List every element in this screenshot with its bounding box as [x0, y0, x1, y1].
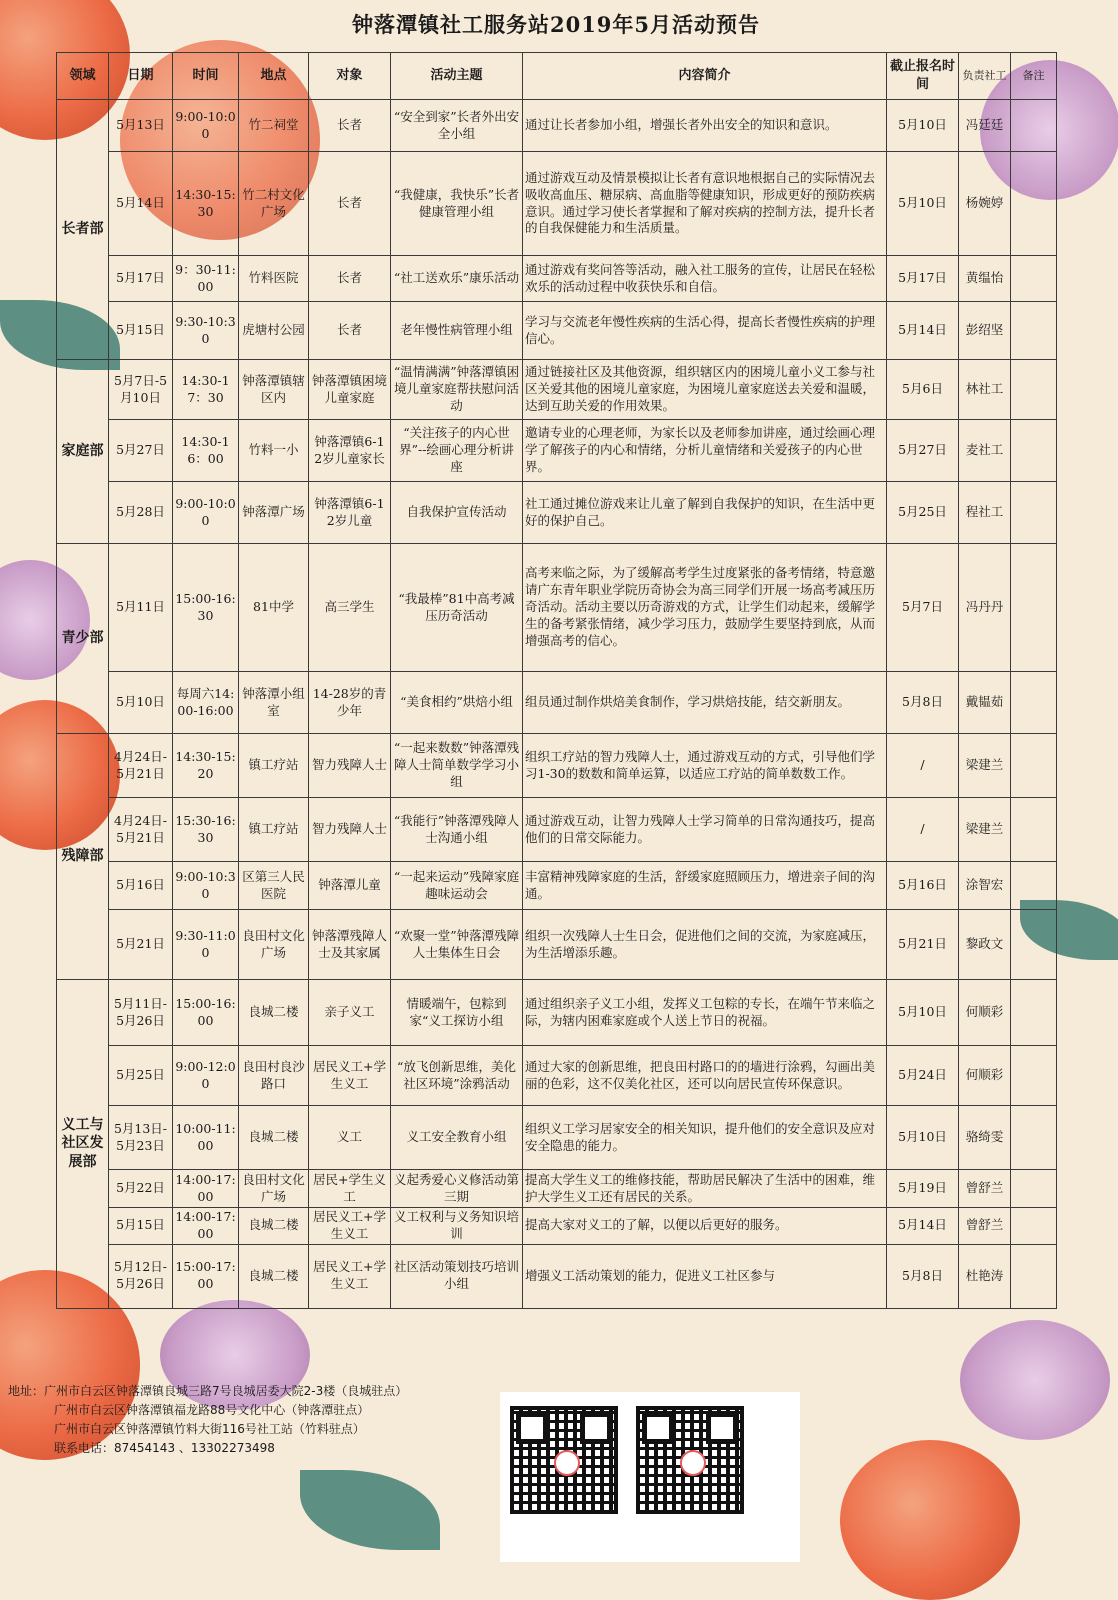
table-row: [57, 1208, 1057, 1245]
table-row: [57, 862, 1057, 910]
qr-code-icon[interactable]: [636, 1406, 744, 1514]
social-worker-cell: 梁建兰: [959, 798, 1011, 862]
target-cell: 钟落潭镇6-12岁儿童: [309, 482, 391, 544]
date-cell: 5月11日-5月26日: [109, 980, 173, 1046]
date-cell: 5月15日: [109, 302, 173, 360]
time-cell: 14:30-17：30: [173, 360, 239, 420]
description-cell: 增强义工活动策划的能力，促进义工社区参与: [523, 1244, 887, 1308]
remark-cell: [1011, 360, 1057, 420]
location-cell: 良田村文化广场: [239, 910, 309, 980]
date-cell: 5月21日: [109, 910, 173, 980]
date-cell: 5月17日: [109, 256, 173, 302]
dept-cell: 长者部: [57, 100, 109, 360]
target-cell: 高三学生: [309, 544, 391, 672]
time-cell: 15:00-16:30: [173, 544, 239, 672]
date-cell: 5月25日: [109, 1046, 173, 1106]
date-cell: 5月12日-5月26日: [109, 1244, 173, 1308]
deadline-cell: 5月10日: [887, 1106, 959, 1170]
theme-cell: 情暖端午，包粽到家“义工探访小组: [391, 980, 523, 1046]
time-cell: 9：30-11:00: [173, 256, 239, 302]
description-cell: 高考来临之际，为了缓解高考学生过度紧张的备考情绪，特意邀请广东青年职业学院历奇协会为高三同学们开展一场高考减压历奇活动。活动主要以历奇游戏的方式，让学生们动起来，缓解学生的备考紧张情绪，减少学习压力，鼓励学生要坚持到底，从而增强高考的信心。: [523, 544, 887, 672]
location-cell: 良城二楼: [239, 1106, 309, 1170]
deadline-cell: 5月17日: [887, 256, 959, 302]
time-cell: 9:00-10:30: [173, 862, 239, 910]
logo-icon: [680, 1450, 706, 1476]
target-cell: 14-28岁的青少年: [309, 672, 391, 734]
target-cell: 钟落潭镇6-12岁儿童家长: [309, 420, 391, 482]
dept-cell: 青少部: [57, 544, 109, 734]
logo-icon: [554, 1450, 580, 1476]
remark-cell: [1011, 798, 1057, 862]
theme-cell: “欢聚一堂”钟落潭残障人士集体生日会: [391, 910, 523, 980]
deadline-cell: 5月14日: [887, 302, 959, 360]
table-row: [57, 482, 1057, 544]
remark-cell: [1011, 100, 1057, 152]
location-cell: 钟落潭镇辖区内: [239, 360, 309, 420]
time-cell: 14:30-16：00: [173, 420, 239, 482]
target-cell: 钟落潭儿童: [309, 862, 391, 910]
location-cell: 镇工疗站: [239, 734, 309, 798]
date-cell: 5月13日: [109, 100, 173, 152]
target-cell: 居民义工+学生义工: [309, 1046, 391, 1106]
remark-cell: [1011, 980, 1057, 1046]
table-row: [57, 1046, 1057, 1106]
header-dept: 领域: [57, 53, 109, 100]
leaf-decoration: [300, 1470, 440, 1550]
remark-cell: [1011, 862, 1057, 910]
social-worker-cell: 冯丹丹: [959, 544, 1011, 672]
deadline-cell: 5月16日: [887, 862, 959, 910]
time-cell: 15:30-16:30: [173, 798, 239, 862]
description-cell: 丰富精神残障家庭的生活，舒缓家庭照顾压力，增进亲子间的沟通。: [523, 862, 887, 910]
table-row: [57, 980, 1057, 1046]
theme-cell: “美食相约”烘焙小组: [391, 672, 523, 734]
contact-phone: 联系电话：87454143 、13302273498: [54, 1441, 275, 1455]
social-worker-cell: 黎政文: [959, 910, 1011, 980]
description-cell: 提高大家对义工的了解，以便以后更好的服务。: [523, 1208, 887, 1245]
target-cell: 亲子义工: [309, 980, 391, 1046]
remark-cell: [1011, 1170, 1057, 1208]
social-worker-cell: 戴韫茹: [959, 672, 1011, 734]
theme-cell: “放飞创新思维，美化社区环境”涂鸦活动: [391, 1046, 523, 1106]
deadline-cell: 5月7日: [887, 544, 959, 672]
target-cell: 居民义工+学生义工: [309, 1244, 391, 1308]
table-row: [57, 1106, 1057, 1170]
table-row: [57, 302, 1057, 360]
location-cell: 镇工疗站: [239, 798, 309, 862]
deadline-cell: 5月10日: [887, 152, 959, 256]
deadline-cell: 5月10日: [887, 100, 959, 152]
dept-cell: 义工与社区发展部: [57, 980, 109, 1309]
header-deadline: 截止报名时间: [887, 53, 959, 100]
time-cell: 9:00-10:00: [173, 100, 239, 152]
table-row: [57, 1170, 1057, 1208]
location-cell: 钟落潭小组室: [239, 672, 309, 734]
theme-cell: “安全到家”长者外出安全小组: [391, 100, 523, 152]
social-worker-cell: 骆绮雯: [959, 1106, 1011, 1170]
target-cell: 钟落潭镇困境儿童家庭: [309, 360, 391, 420]
table-row: [57, 152, 1057, 256]
table-row: [57, 100, 1057, 152]
deadline-cell: 5月25日: [887, 482, 959, 544]
deadline-cell: 5月27日: [887, 420, 959, 482]
remark-cell: [1011, 910, 1057, 980]
location-cell: 虎塘村公园: [239, 302, 309, 360]
location-cell: 良田村良沙路口: [239, 1046, 309, 1106]
time-cell: 15:00-17:00: [173, 1244, 239, 1308]
theme-cell: 社区活动策划技巧培训小组: [391, 1244, 523, 1308]
header-date: 日期: [109, 53, 173, 100]
location-cell: 区第三人民医院: [239, 862, 309, 910]
deadline-cell: /: [887, 734, 959, 798]
social-worker-cell: 杜艳涛: [959, 1244, 1011, 1308]
time-cell: 9:00-10:00: [173, 482, 239, 544]
date-cell: 5月7日-5月10日: [109, 360, 173, 420]
remark-cell: [1011, 672, 1057, 734]
description-cell: 邀请专业的心理老师，为家长以及老师参加讲座，通过绘画心理学了解孩子的内心和情绪，分析儿童情绪和关爱孩子的内心世界。: [523, 420, 887, 482]
theme-cell: 老年慢性病管理小组: [391, 302, 523, 360]
table-row: [57, 1244, 1057, 1308]
theme-cell: “温情满满”钟落潭镇困境儿童家庭帮扶慰问活动: [391, 360, 523, 420]
remark-cell: [1011, 302, 1057, 360]
theme-cell: “我能行”钟落潭残障人士沟通小组: [391, 798, 523, 862]
social-worker-cell: 梁建兰: [959, 734, 1011, 798]
social-worker-cell: 林社工: [959, 360, 1011, 420]
time-cell: 15:00-16:00: [173, 980, 239, 1046]
contact-footer: [8, 1382, 478, 1458]
social-worker-cell: 何顺彩: [959, 1046, 1011, 1106]
description-cell: 组织义工学习居家安全的相关知识，提升他们的安全意识及应对安全隐患的能力。: [523, 1106, 887, 1170]
date-cell: 5月11日: [109, 544, 173, 672]
theme-cell: “社工送欢乐”康乐活动: [391, 256, 523, 302]
location-cell: 竹二村文化广场: [239, 152, 309, 256]
target-cell: 义工: [309, 1106, 391, 1170]
deadline-cell: 5月10日: [887, 980, 959, 1046]
description-cell: 通过大家的创新思维，把良田村路口的的墙进行涂鸦，勾画出美丽的色彩，这不仅美化社区，还可以向居民宣传环保意识。: [523, 1046, 887, 1106]
deadline-cell: 5月8日: [887, 672, 959, 734]
table-row: [57, 256, 1057, 302]
social-worker-cell: 曾舒兰: [959, 1208, 1011, 1245]
description-cell: 学习与交流老年慢性疾病的生活心得，提高长者慢性疾病的护理信心。: [523, 302, 887, 360]
description-cell: 通过游戏互动及情景模拟让长者有意识地根据自己的实际情况去吸收高血压、糖尿病、高血脂等健康知识，形成更好的预防疾病意识。通过学习使长者掌握和了解对疾病的控制方法，提升长者的自我保健能力和生活质量。: [523, 152, 887, 256]
time-cell: 14:30-15:20: [173, 734, 239, 798]
activity-table: [56, 52, 1057, 1309]
deadline-cell: 5月14日: [887, 1208, 959, 1245]
social-worker-cell: 曾舒兰: [959, 1170, 1011, 1208]
date-cell: 5月27日: [109, 420, 173, 482]
address-zhongluotan: 广州市白云区钟落潭镇福龙路88号文化中心（钟落潭驻点）: [54, 1403, 370, 1417]
remark-cell: [1011, 1244, 1057, 1308]
location-cell: 良城二楼: [239, 980, 309, 1046]
table-row: [57, 910, 1057, 980]
dept-cell: 家庭部: [57, 360, 109, 544]
deadline-cell: 5月24日: [887, 1046, 959, 1106]
time-cell: 9:30-10:30: [173, 302, 239, 360]
social-worker-cell: 涂智宏: [959, 862, 1011, 910]
target-cell: 居民+学生义工: [309, 1170, 391, 1208]
time-cell: 每周六14:00-16:00: [173, 672, 239, 734]
orange-flower-decoration: [840, 1440, 1020, 1600]
header-remark: 备注: [1011, 53, 1057, 100]
remark-cell: [1011, 482, 1057, 544]
table-row: [57, 544, 1057, 672]
theme-cell: “一起来数数”钟落潭残障人士简单数学学习小组: [391, 734, 523, 798]
description-cell: 组织一次残障人士生日会，促进他们之间的交流，为家庭减压，为生活增添乐趣。: [523, 910, 887, 980]
target-cell: 智力残障人士: [309, 798, 391, 862]
description-cell: 通过让长者参加小组，增强长者外出安全的知识和意识。: [523, 100, 887, 152]
address-zhuliao: 广州市白云区钟落潭镇竹料大街116号社工站（竹料驻点）: [54, 1422, 365, 1436]
description-cell: 通过链接社区及其他资源，组织辖区内的困境儿童小义工参与社区关爱其他的困境儿童家庭，为困境儿童家庭送去关爱和温暖，达到互助关爱的作用效果。: [523, 360, 887, 420]
table-row: [57, 360, 1057, 420]
time-cell: 9:00-12:00: [173, 1046, 239, 1106]
location-cell: 81中学: [239, 544, 309, 672]
deadline-cell: 5月19日: [887, 1170, 959, 1208]
theme-cell: “我健康，我快乐”长者健康管理小组: [391, 152, 523, 256]
schedule-sheet: [56, 0, 1056, 1309]
qr-panel: [500, 1392, 800, 1562]
target-cell: 钟落潭残障人士及其家属: [309, 910, 391, 980]
description-cell: 组员通过制作烘焙美食制作，学习烘焙技能，结交新朋友。: [523, 672, 887, 734]
remark-cell: [1011, 734, 1057, 798]
target-cell: 居民义工+学生义工: [309, 1208, 391, 1245]
table-row: [57, 672, 1057, 734]
pink-flower-decoration: [960, 1320, 1110, 1440]
social-worker-cell: 程社工: [959, 482, 1011, 544]
social-worker-cell: 麦社工: [959, 420, 1011, 482]
deadline-cell: 5月8日: [887, 1244, 959, 1308]
location-cell: 良城二楼: [239, 1244, 309, 1308]
date-cell: 5月13日-5月23日: [109, 1106, 173, 1170]
remark-cell: [1011, 1046, 1057, 1106]
remark-cell: [1011, 152, 1057, 256]
date-cell: 4月24日-5月21日: [109, 734, 173, 798]
description-cell: 通过游戏有奖问答等活动，融入社工服务的宣传，让居民在轻松欢乐的活动过程中收获快乐和自信。: [523, 256, 887, 302]
remark-cell: [1011, 420, 1057, 482]
header-theme: 活动主题: [391, 53, 523, 100]
dept-cell: 残障部: [57, 734, 109, 980]
time-cell: 10:00-11:00: [173, 1106, 239, 1170]
location-cell: 竹二祠堂: [239, 100, 309, 152]
description-cell: 通过组织亲子义工小组，发挥义工包粽的专长，在端午节来临之际，为辖内困难家庭或个人送上节日的祝福。: [523, 980, 887, 1046]
date-cell: 5月16日: [109, 862, 173, 910]
time-cell: 14:00-17:00: [173, 1208, 239, 1245]
social-worker-cell: 杨婉婷: [959, 152, 1011, 256]
social-worker-cell: 何顺彩: [959, 980, 1011, 1046]
date-cell: 5月28日: [109, 482, 173, 544]
target-cell: 长者: [309, 100, 391, 152]
target-cell: 长者: [309, 256, 391, 302]
description-cell: 社工通过摊位游戏来让儿童了解到自我保护的知识，在生活中更好的保护自己。: [523, 482, 887, 544]
description-cell: 提高大学生义工的维修技能，帮助居民解决了生活中的困难，维护大学生义工还有居民的关系。: [523, 1170, 887, 1208]
location-cell: 钟落潭广场: [239, 482, 309, 544]
header-description: 内容简介: [523, 53, 887, 100]
theme-cell: 义起秀爱心义修活动第三期: [391, 1170, 523, 1208]
date-cell: 4月24日-5月21日: [109, 798, 173, 862]
date-cell: 5月14日: [109, 152, 173, 256]
date-cell: 5月15日: [109, 1208, 173, 1245]
remark-cell: [1011, 544, 1057, 672]
description-cell: 组织工疗站的智力残障人士，通过游戏互动的方式，引导他们学习1-30的数数和简单运算，以适应工疗站的简单数数工作。: [523, 734, 887, 798]
social-worker-cell: 黄缊怡: [959, 256, 1011, 302]
remark-cell: [1011, 1106, 1057, 1170]
time-cell: 14:30-15:30: [173, 152, 239, 256]
theme-cell: 自我保护宣传活动: [391, 482, 523, 544]
description-cell: 通过游戏互动，让智力残障人士学习简单的日常沟通技巧，提高他们的日常交际能力。: [523, 798, 887, 862]
theme-cell: “关注孩子的内心世界”--绘画心理分析讲座: [391, 420, 523, 482]
target-cell: 智力残障人士: [309, 734, 391, 798]
page-title: 钟落潭镇社工服务站2019年5月活动预告: [351, 12, 761, 37]
date-cell: 5月22日: [109, 1170, 173, 1208]
header-time: 时间: [173, 53, 239, 100]
deadline-cell: 5月21日: [887, 910, 959, 980]
location-cell: 良城二楼: [239, 1208, 309, 1245]
location-cell: 竹料一小: [239, 420, 309, 482]
time-cell: 14:00-17:00: [173, 1170, 239, 1208]
target-cell: 长者: [309, 302, 391, 360]
date-cell: 5月10日: [109, 672, 173, 734]
table-row: [57, 420, 1057, 482]
theme-cell: “一起来运动”残障家庭趣味运动会: [391, 862, 523, 910]
social-worker-cell: 彭绍坚: [959, 302, 1011, 360]
location-cell: 竹料医院: [239, 256, 309, 302]
header-target: 对象: [309, 53, 391, 100]
address-liangcheng: 地址：广州市白云区钟落潭镇良城三路7号良城居委大院2-3楼（良城驻点）: [8, 1384, 408, 1398]
deadline-cell: /: [887, 798, 959, 862]
qr-code-icon[interactable]: [510, 1406, 618, 1514]
target-cell: 长者: [309, 152, 391, 256]
remark-cell: [1011, 1208, 1057, 1245]
theme-cell: 义工权利与义务知识培训: [391, 1208, 523, 1245]
header-location: 地点: [239, 53, 309, 100]
location-cell: 良田村文化广场: [239, 1170, 309, 1208]
table-row: [57, 798, 1057, 862]
table-header-row: [57, 53, 1057, 100]
social-worker-cell: 冯廷廷: [959, 100, 1011, 152]
table-row: [57, 734, 1057, 798]
theme-cell: “我最棒”81中高考减压历奇活动: [391, 544, 523, 672]
header-social-worker: 负责社工: [959, 53, 1011, 100]
deadline-cell: 5月6日: [887, 360, 959, 420]
remark-cell: [1011, 256, 1057, 302]
time-cell: 9:30-11:00: [173, 910, 239, 980]
theme-cell: 义工安全教育小组: [391, 1106, 523, 1170]
